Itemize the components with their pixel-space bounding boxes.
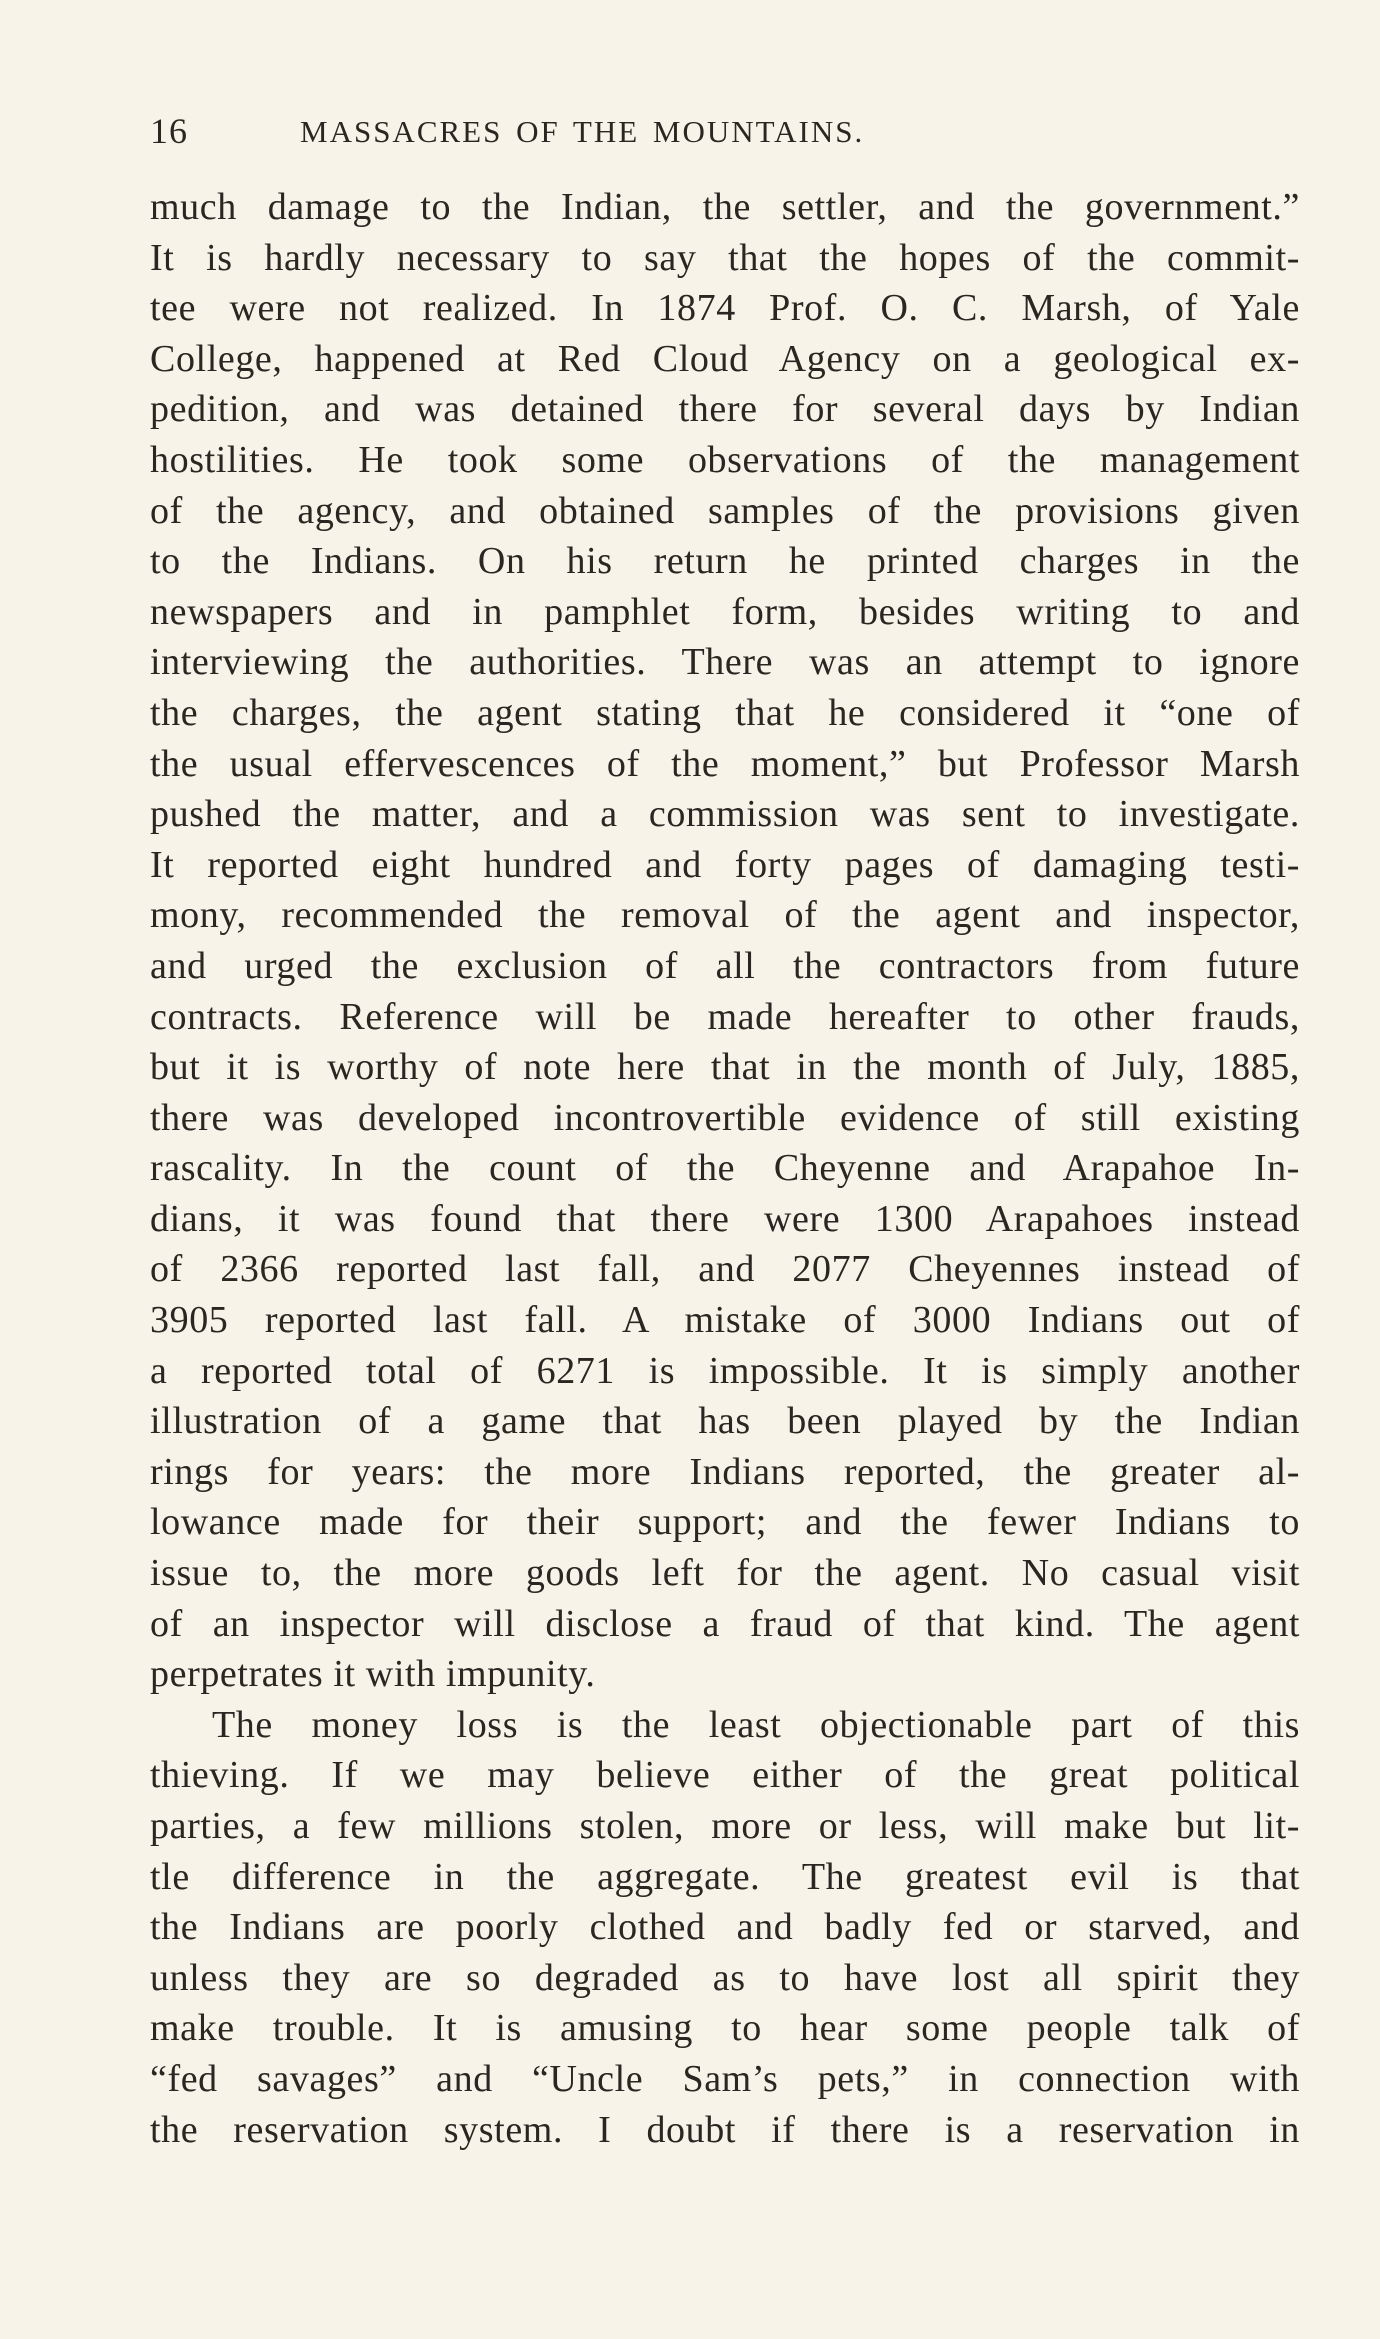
text-line: 3905 reported last fall. A mistake of 3000 Indians out of bbox=[150, 1299, 1300, 1342]
text-line: mony, recommended the removal of the agent and inspector, bbox=[150, 894, 1300, 937]
text-line: the charges, the agent stating that he considered it “one of bbox=[150, 691, 1300, 734]
text-line: the Indians are poorly clothed and badly fed or starved, and bbox=[150, 1906, 1300, 1949]
body-text bbox=[150, 182, 1300, 2155]
text-line: College, happened at Red Cloud Agency on a geological ex- bbox=[150, 337, 1300, 380]
text-line: illustration of a game that has been played by the Indian bbox=[150, 1400, 1300, 1443]
text-line: to the Indians. On his return he printed charges in the bbox=[150, 540, 1300, 583]
text-line: interviewing the authorities. There was an attempt to ignore bbox=[150, 641, 1300, 684]
text-line: dians, it was found that there were 1300 Arapahoes instead bbox=[150, 1197, 1300, 1240]
text-line: tle difference in the aggregate. The greatest evil is that bbox=[150, 1855, 1300, 1898]
text-line: lowance made for their support; and the fewer Indians to bbox=[150, 1501, 1300, 1544]
running-head: MASSACRES OF THE MOUNTAINS. bbox=[300, 114, 865, 149]
text-line: of the agency, and obtained samples of the provisions given bbox=[150, 489, 1300, 532]
paragraph bbox=[150, 1700, 1300, 2155]
text-line: of 2366 reported last fall, and 2077 Cheyennes instead of bbox=[150, 1248, 1300, 1291]
text-line: but it is worthy of note here that in the month of July, 1885, bbox=[150, 1046, 1300, 1089]
text-line: It reported eight hundred and forty pages of damaging testi- bbox=[150, 843, 1300, 886]
text-line: tee were not realized. In 1874 Prof. O. C. Marsh, of Yale bbox=[150, 287, 1300, 330]
text-line: a reported total of 6271 is impossible. It is simply another bbox=[150, 1349, 1300, 1392]
text-line: pushed the matter, and a commission was sent to investigate. bbox=[150, 793, 1300, 836]
text-line: and urged the exclusion of all the contractors from future bbox=[150, 944, 1300, 987]
text-line: The money loss is the least objectionable part of this bbox=[212, 1703, 1300, 1746]
text-line: “fed savages” and “Uncle Sam’s pets,” in connection with bbox=[150, 2057, 1300, 2100]
page-number: 16 bbox=[150, 111, 188, 151]
text-line: contracts. Reference will be made hereafter to other frauds, bbox=[150, 995, 1300, 1038]
text-line: rascality. In the count of the Cheyenne and Arapahoe In- bbox=[150, 1147, 1300, 1190]
text-line: the usual effervescences of the moment,” but Professor Marsh bbox=[150, 742, 1300, 785]
page-header bbox=[150, 110, 1050, 160]
text-line: make trouble. It is amusing to hear some people talk of bbox=[150, 2007, 1300, 2050]
text-line: hostilities. He took some observations of the management bbox=[150, 438, 1300, 481]
text-line: parties, a few millions stolen, more or less, will make but lit- bbox=[150, 1805, 1300, 1847]
text-line: It is hardly necessary to say that the hopes of the commit- bbox=[150, 236, 1300, 279]
text-line: there was developed incontrovertible evidence of still existing bbox=[150, 1096, 1300, 1139]
text-line: the reservation system. I doubt if there is a reservation in bbox=[150, 2108, 1300, 2151]
text-line: perpetrates it with impunity. bbox=[150, 1653, 596, 1696]
text-line: rings for years: the more Indians reported, the greater al- bbox=[150, 1450, 1300, 1493]
text-line: unless they are so degraded as to have lost all spirit they bbox=[150, 1956, 1300, 1999]
paragraph bbox=[150, 182, 1300, 1700]
text-line: pedition, and was detained there for several days by Indian bbox=[150, 388, 1300, 431]
text-line: newspapers and in pamphlet form, besides writing to and bbox=[150, 590, 1300, 633]
text-line: of an inspector will disclose a fraud of that kind. The agent bbox=[150, 1602, 1300, 1645]
text-line: issue to, the more goods left for the agent. No casual visit bbox=[150, 1552, 1300, 1595]
text-line: thieving. If we may believe either of the great political bbox=[150, 1754, 1300, 1797]
text-line: much damage to the Indian, the settler, and the government.” bbox=[150, 186, 1300, 228]
